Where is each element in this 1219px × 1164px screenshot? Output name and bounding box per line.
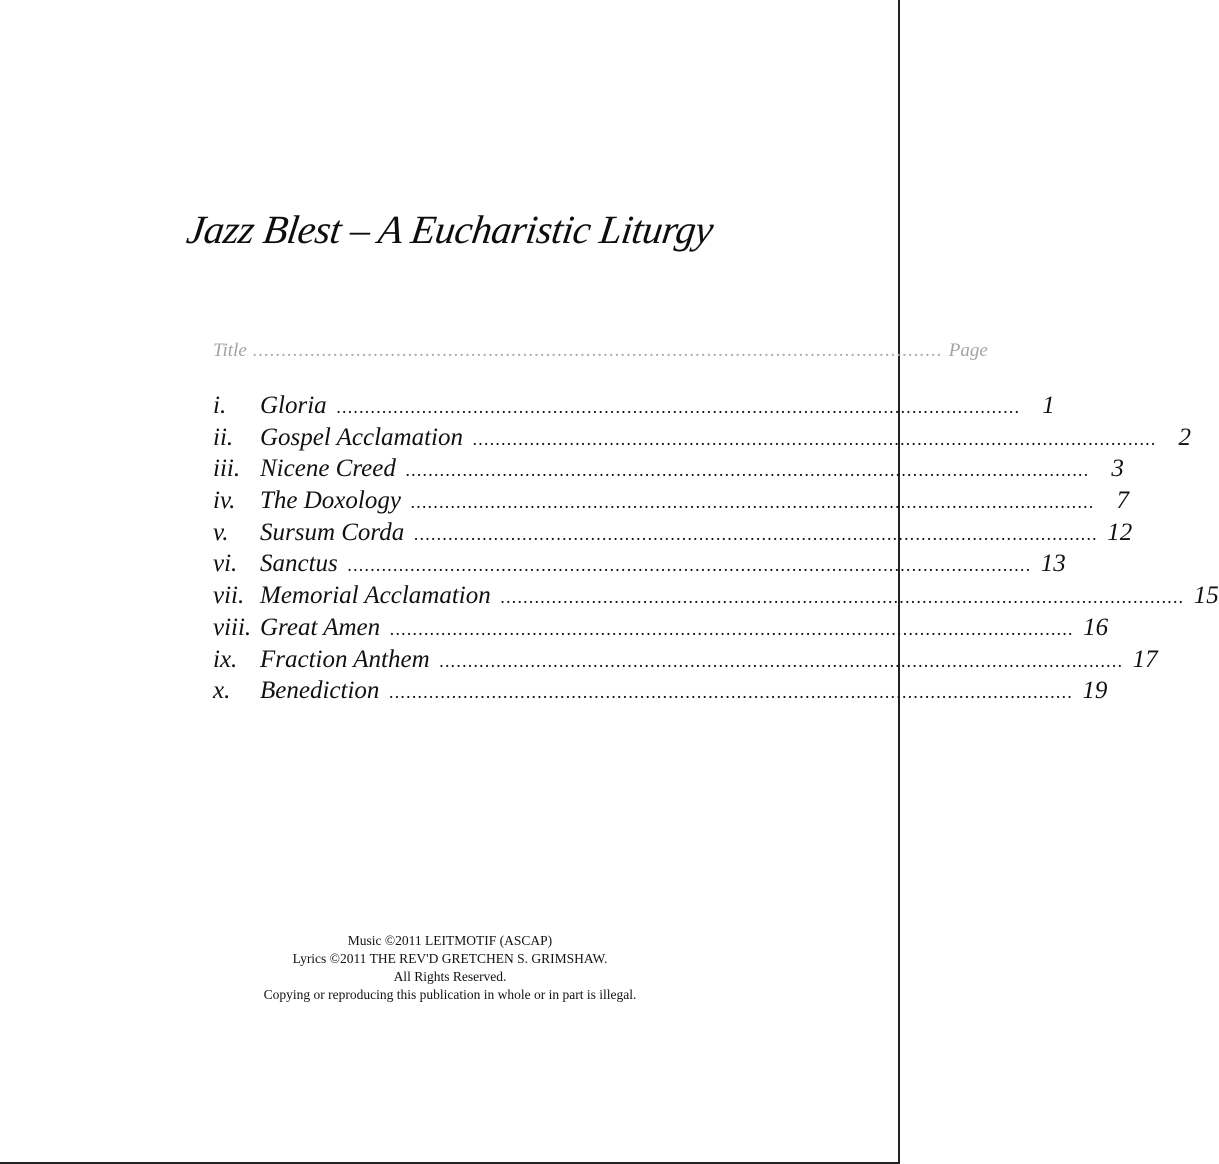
toc-entry-page: 19	[1082, 677, 1108, 705]
toc-entry-number: iv.	[213, 487, 236, 515]
toc-entry-number: ii.	[213, 423, 234, 451]
toc-entry-leader: ........................................................................................................................	[500, 587, 1185, 608]
toc-entry-number: vi.	[213, 550, 238, 578]
toc-entry-page: 3	[1111, 455, 1124, 483]
toc-entry-leader: ........................................................................................................................	[414, 523, 1099, 544]
toc-entry-title: Benediction	[260, 677, 380, 705]
toc-entry-number: ix.	[213, 645, 238, 673]
copyright-footer	[0, 932, 900, 1004]
toc-entry-page: 17	[1132, 645, 1158, 673]
toc-entry-title: Sursum Corda	[260, 518, 405, 546]
toc-entry-number: viii.	[213, 613, 252, 641]
toc-entry-gospel-acclamation[interactable]	[213, 423, 1191, 456]
toc-entry-page: 1	[1042, 392, 1055, 419]
toc-entry-sanctus[interactable]	[213, 550, 1066, 582]
footer-lyrics-copyright: Lyrics ©2011 THE REV'D GRETCHEN S. GRIMSHAW.	[292, 951, 608, 966]
toc-entry-page: 15	[1193, 582, 1219, 610]
toc-header-title-label: Title	[213, 340, 247, 361]
toc-entry-page: 16	[1083, 613, 1109, 641]
toc-entry-leader: ........................................................................................................................	[439, 650, 1124, 671]
toc-entry-nicene-creed[interactable]	[213, 455, 1124, 487]
toc-entry-title: The Doxology	[260, 487, 401, 515]
document-title: Jazz Blest – A Eucharistic Liturgy	[184, 207, 716, 252]
table-of-contents	[213, 392, 1219, 709]
toc-entry-fraction-anthem[interactable]	[213, 645, 1158, 678]
footer-copying-notice: Copying or reproducing this publication in whole or in part is illegal.	[263, 987, 637, 1002]
toc-entry-leader: ........................................................................................................................	[405, 460, 1090, 481]
toc-entry-title: Memorial Acclamation	[260, 582, 491, 610]
toc-entry-number: iii.	[213, 455, 241, 483]
toc-entry-title: Fraction Anthem	[260, 645, 430, 673]
toc-entry-leader: ........................................................................................................................	[410, 492, 1095, 513]
toc-entry-page: 13	[1040, 550, 1066, 578]
toc-entry-number: v.	[213, 518, 229, 546]
toc-entry-title: Gospel Acclamation	[260, 423, 463, 451]
toc-entry-number: x.	[213, 677, 231, 705]
toc-header	[213, 340, 988, 362]
footer-rights-reserved: All Rights Reserved.	[393, 969, 507, 984]
toc-entry-memorial-acclamation[interactable]	[213, 582, 1219, 614]
toc-entry-page: 7	[1116, 487, 1129, 515]
toc-entry-page: 12	[1107, 518, 1133, 546]
toc-entry-title: Great Amen	[260, 613, 381, 641]
toc-entry-sursum-corda[interactable]	[213, 518, 1133, 551]
toc-entry-gloria[interactable]	[213, 392, 1055, 424]
toc-entry-benediction[interactable]	[213, 677, 1108, 709]
toc-entry-number: vii.	[213, 582, 245, 610]
toc-header-leader: ........................................................................................................................	[252, 340, 943, 361]
toc-entry-number: i.	[213, 392, 227, 419]
toc-entry-great-amen[interactable]	[213, 613, 1109, 646]
toc-entry-leader: ........................................................................................................................	[336, 397, 1021, 417]
toc-entry-leader: ........................................................................................................................	[390, 618, 1075, 639]
toc-header-page-label: Page	[948, 340, 988, 361]
toc-entry-title: Gloria	[260, 392, 327, 419]
toc-entry-the-doxology[interactable]	[213, 487, 1129, 519]
toc-entry-page: 2	[1178, 423, 1191, 451]
footer-music-copyright: Music ©2011 LEITMOTIF (ASCAP)	[347, 933, 553, 948]
toc-entry-leader: ........................................................................................................................	[347, 555, 1032, 576]
toc-entry-title: Nicene Creed	[260, 455, 396, 483]
toc-entry-title: Sanctus	[260, 550, 338, 578]
toc-entry-leader: ........................................................................................................................	[389, 682, 1074, 703]
toc-entry-leader: ........................................................................................................................	[472, 428, 1157, 449]
